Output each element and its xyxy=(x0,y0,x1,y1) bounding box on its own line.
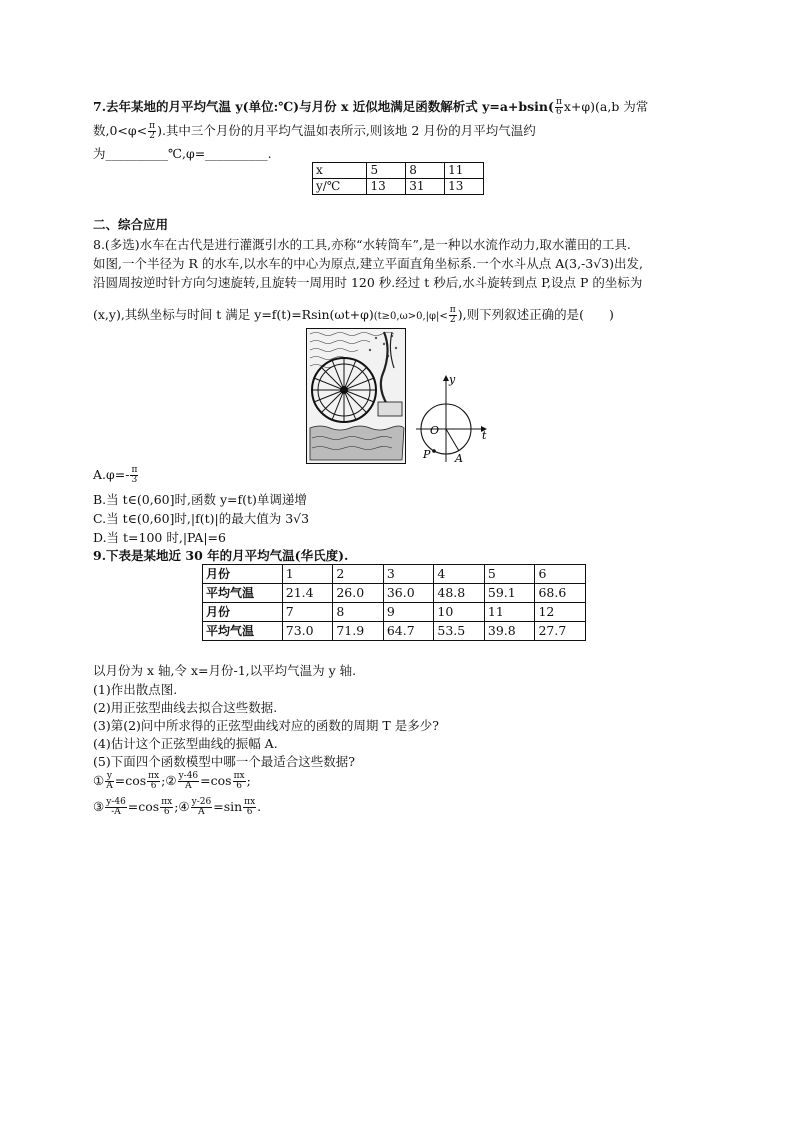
q8-line1: 8.(多选)水车在古代是进行灌溉引水的工具,亦称“水转筒车”,是一种以水流作动力,取水灌田的工具. xyxy=(93,237,631,252)
model2-eq: =cos xyxy=(200,773,232,788)
model4-lhs xyxy=(191,798,213,817)
model3-lhs xyxy=(105,798,127,817)
model2-lhs xyxy=(178,772,200,791)
q7-fraction-pi6 xyxy=(555,98,563,117)
table-row-header: y/℃ xyxy=(313,179,367,195)
table-row-header: 月份 xyxy=(203,565,283,584)
table-row xyxy=(313,163,484,179)
table-cell: 21.4 xyxy=(282,584,333,603)
model1-arg-den: 6 xyxy=(150,781,157,791)
table-row-header: 月份 xyxy=(203,603,283,622)
q8-option-c: C.当 t∈(0,60]时,|f(t)|的最大值为 3√3 xyxy=(93,511,310,526)
q8-line3: 沿圆周按逆时针方向匀速旋转,且旋转一周用时 120 秒.经过 t 秒后,水斗旋转到点 P,设点 P 的坐标为 xyxy=(93,275,643,290)
q8-line4-head: (x,y),其纵坐标与时间 t 满足 y=f(t)=Rsin(ωt+φ) xyxy=(93,307,374,322)
q9-text5: (4)估计这个正弦型曲线的振幅 A. xyxy=(93,736,278,751)
section-title: 二、综合应用 xyxy=(93,217,169,232)
table-cell: 13 xyxy=(445,179,484,195)
q7-line1 xyxy=(93,98,648,117)
q9-text2: (1)作出散点图. xyxy=(93,682,178,697)
label-p: P xyxy=(423,448,431,461)
table-cell: 53.5 xyxy=(434,622,485,641)
model1-eq: =cos xyxy=(114,773,147,788)
model2-lhs-num: y-46 xyxy=(178,771,199,781)
model4-lhs-den: A xyxy=(198,807,205,817)
table-row-header: 平均气温 xyxy=(203,622,283,641)
table-cell: 59.1 xyxy=(484,584,535,603)
table-cell: 26.0 xyxy=(333,584,384,603)
q7-line2-tail: ).其中三个月份的月平均气温如表所示,则该地 2 月份的月平均气温约 xyxy=(157,123,536,138)
model3-sep: ;④ xyxy=(174,799,190,814)
water-wheel-illustration xyxy=(306,328,406,464)
model2-arg xyxy=(233,772,246,791)
table-row-header: 平均气温 xyxy=(203,584,283,603)
radius-oa xyxy=(446,429,459,451)
model1-lhs-num: y xyxy=(106,771,113,781)
model3-lead: ③ xyxy=(93,799,105,814)
q7-frac2-num: π xyxy=(149,121,156,131)
model1-lhs xyxy=(105,772,114,791)
coordinate-diagram xyxy=(414,372,492,464)
q8-line4 xyxy=(93,306,614,325)
q9-text4: (3)第(2)问中所求得的正弦型曲线对应的函数的周期 T 是多少? xyxy=(93,718,439,733)
table-cell: 5 xyxy=(484,565,535,584)
table-cell: 11 xyxy=(484,603,535,622)
q8-fraction-pi2 xyxy=(449,306,457,325)
model1-arg xyxy=(147,772,160,791)
model1-sep: ;② xyxy=(161,773,177,788)
table-cell: 64.7 xyxy=(383,622,434,641)
model4-arg xyxy=(243,798,256,817)
q8-frac-den: 2 xyxy=(449,315,456,325)
model4-eq: =sin xyxy=(213,799,243,814)
model3-arg-num: πx xyxy=(161,797,173,807)
label-y: y xyxy=(449,373,456,386)
table-cell: 8 xyxy=(406,163,445,179)
table-cell: 36.0 xyxy=(383,584,434,603)
table-cell: 12 xyxy=(535,603,586,622)
q7-frac-den: 6 xyxy=(556,107,562,117)
point-p xyxy=(432,449,436,453)
model2-arg-num: πx xyxy=(233,771,245,781)
table-cell: 39.8 xyxy=(484,622,535,641)
q7-frac2-den: 2 xyxy=(149,131,155,141)
table-row xyxy=(203,584,586,603)
table-cell: 73.0 xyxy=(282,622,333,641)
label-o: O xyxy=(430,424,440,437)
q9-text1: 以月份为 x 轴,令 x=月份-1,以平均气温为 y 轴. xyxy=(93,663,357,678)
model3-arg-den: 6 xyxy=(163,807,170,817)
table-cell: 6 xyxy=(535,565,586,584)
model3-lhs-num: y-46 xyxy=(106,797,126,807)
label-a: A xyxy=(455,452,463,464)
table-row xyxy=(203,565,586,584)
table-cell: 9 xyxy=(383,603,434,622)
q8-option-a-fraction xyxy=(130,466,138,485)
table-cell: 68.6 xyxy=(535,584,586,603)
model4-lhs-num: y-26 xyxy=(191,797,212,807)
q7-table xyxy=(312,162,484,195)
q8-option-a xyxy=(93,466,139,485)
q9-intro: 9.下表是某地近 30 年的月平均气温(华氏度). xyxy=(93,548,349,563)
table-cell: 31 xyxy=(406,179,445,195)
model3-eq: =cos xyxy=(127,799,160,814)
model4-end: . xyxy=(257,799,262,814)
table-cell: 13 xyxy=(367,179,406,195)
model3-arg xyxy=(160,798,173,817)
q7-line2-head: 数,0<φ< xyxy=(93,123,148,138)
table-row-header: x xyxy=(313,163,367,179)
table-cell: 8 xyxy=(333,603,384,622)
q8-option-a-num: π xyxy=(131,465,138,475)
model4-arg-den: 6 xyxy=(246,807,253,817)
q7-line3: 为__________℃,φ=__________. xyxy=(93,146,272,161)
q7-text-head: 7.去年某地的月平均气温 y(单位:℃)与月份 x 近似地满足函数解析式 y=a+bsin( xyxy=(93,99,554,114)
model2-arg-den: 6 xyxy=(236,781,242,791)
q7-fraction-pi2 xyxy=(148,122,156,141)
q8-line4-cond: (t≥0,ω>0,|φ|< xyxy=(373,311,448,322)
q9-table xyxy=(202,564,586,641)
table-cell: 71.9 xyxy=(333,622,384,641)
model1-lead: ① xyxy=(93,773,105,788)
q8-option-b: B.当 t∈(0,60]时,函数 y=f(t)单调递增 xyxy=(93,492,307,507)
model2-lhs-den: A xyxy=(185,781,192,791)
table-cell: 7 xyxy=(282,603,333,622)
model1-arg-num: πx xyxy=(148,771,160,781)
model3-lhs-den: -A xyxy=(111,807,121,817)
q8-option-d: D.当 t=100 时,|PA|=6 xyxy=(93,530,226,545)
q8-frac-num: π xyxy=(449,305,456,315)
table-cell: 1 xyxy=(282,565,333,584)
table-cell: 10 xyxy=(434,603,485,622)
table-row xyxy=(203,622,586,641)
model4-arg-num: πx xyxy=(244,797,256,807)
table-row xyxy=(203,603,586,622)
table-cell: 27.7 xyxy=(535,622,586,641)
table-cell: 4 xyxy=(434,565,485,584)
q8-line4-tail: ),则下列叙述正确的是( ) xyxy=(457,307,614,322)
table-cell: 11 xyxy=(445,163,484,179)
q8-option-a-den: 3 xyxy=(131,475,138,485)
table-cell: 5 xyxy=(367,163,406,179)
label-t: t xyxy=(482,429,487,442)
q8-line2: 如图,一个半径为 R 的水车,以水车的中心为原点,建立平面直角坐标系.一个水斗从点 A(3,-3√3)出发, xyxy=(93,256,644,271)
table-row xyxy=(313,179,484,195)
model1-lhs-den: A xyxy=(106,781,113,791)
q9-models-1-2 xyxy=(93,772,251,791)
q9-text3: (2)用正弦型曲线去拟合这些数据. xyxy=(93,700,278,715)
model2-end: ; xyxy=(246,773,251,788)
q7-line2 xyxy=(93,122,536,141)
table-cell: 48.8 xyxy=(434,584,485,603)
table-cell: 3 xyxy=(383,565,434,584)
q9-models-3-4 xyxy=(93,798,261,817)
table-cell: 2 xyxy=(333,565,384,584)
q7-frac-num: π xyxy=(555,97,562,107)
q8-option-a-head: A.φ=- xyxy=(93,467,130,482)
q9-text6: (5)下面四个函数模型中哪一个最适合这些数据? xyxy=(93,754,355,769)
q7-text-tail: x+φ)(a,b 为常 xyxy=(563,99,649,114)
